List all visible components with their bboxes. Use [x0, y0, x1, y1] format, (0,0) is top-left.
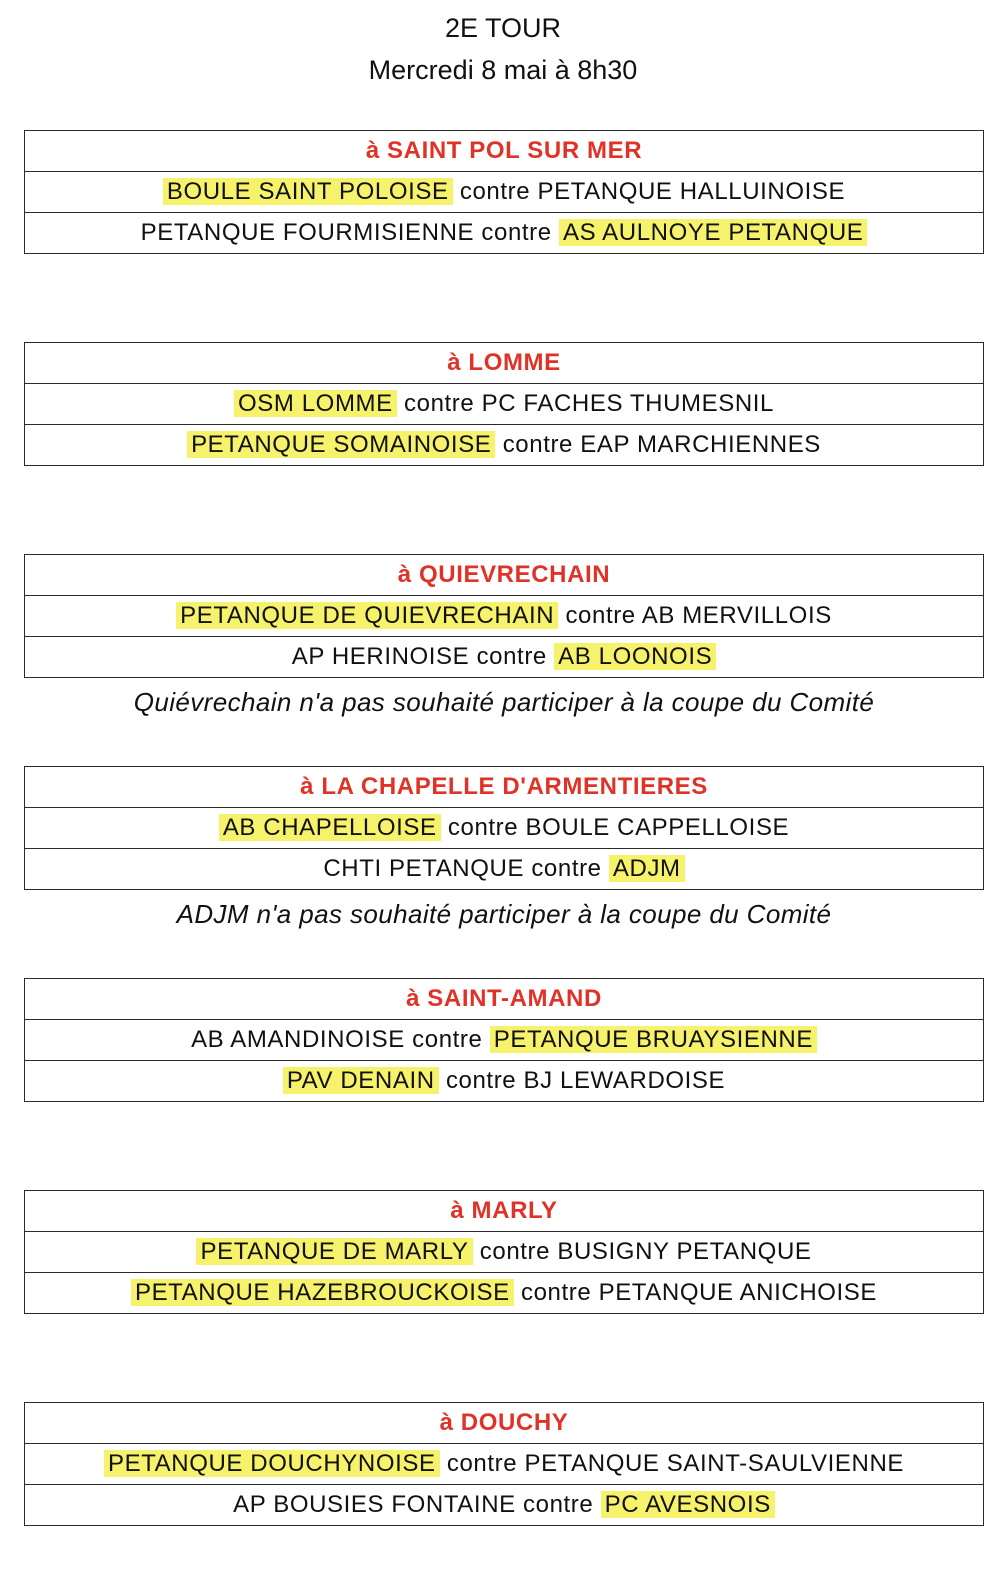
round-title: 2E TOUR [444, 13, 562, 43]
match-row [25, 425, 984, 466]
team-away: AB LOONOIS [554, 643, 716, 670]
vs-label: contre [445, 1067, 517, 1094]
team-home: PETANQUE DE MARLY [196, 1238, 472, 1265]
team-away: AS AULNOYE PETANQUE [559, 219, 867, 246]
team-home: PETANQUE DOUCHYNOISE [104, 1450, 440, 1477]
team-away: BUSIGNY PETANQUE [557, 1238, 812, 1265]
venue-lomme [24, 342, 984, 466]
venue-title: à SAINT-AMAND [25, 979, 984, 1020]
vs-label: contre [404, 390, 475, 417]
team-home: AB AMANDINOISE [191, 1026, 405, 1053]
venue-saint-pol-sur-mer [24, 130, 984, 254]
team-home: AP HERINOISE [291, 643, 470, 670]
vs-label: contre [481, 219, 552, 246]
team-home: CHTI PETANQUE [323, 855, 525, 882]
vs-label: contre [412, 1026, 483, 1053]
vs-label: contre [447, 814, 519, 841]
match-row [25, 596, 984, 637]
team-home: PETANQUE HAZEBROUCKOISE [131, 1279, 514, 1306]
team-away: EAP MARCHIENNES [580, 431, 821, 458]
venue-title: à SAINT POL SUR MER [25, 131, 984, 172]
team-away: PETANQUE BRUAYSIENNE [490, 1026, 817, 1053]
team-away: PETANQUE HALLUINOISE [537, 178, 846, 205]
vs-label: contre [476, 643, 547, 670]
match-row [25, 1273, 984, 1314]
venue-title: à LA CHAPELLE D'ARMENTIERES [25, 767, 984, 808]
team-home: OSM LOMME [234, 390, 397, 417]
match-row [25, 808, 984, 849]
venue-note: ADJM n'a pas souhaité participer à la coupe du Comité [176, 899, 832, 929]
team-away: PETANQUE SAINT-SAULVIENNE [524, 1450, 904, 1477]
match-row [25, 384, 984, 425]
vs-label: contre [565, 602, 636, 629]
match-row [25, 1020, 984, 1061]
team-home: PAV DENAIN [283, 1067, 439, 1094]
vs-label: contre [446, 1450, 518, 1477]
team-away: ADJM [609, 855, 685, 882]
venue-title: à MARLY [25, 1191, 984, 1232]
venue-saint-amand [24, 978, 984, 1102]
team-away: BOULE CAPPELLOISE [525, 814, 790, 841]
team-away: BJ LEWARDOISE [523, 1067, 726, 1094]
vs-label: contre [502, 431, 574, 458]
match-row [25, 1485, 984, 1526]
match-row [25, 1444, 984, 1485]
match-row [25, 849, 984, 890]
venue-title: à QUIEVRECHAIN [25, 555, 984, 596]
venue-note: Quiévrechain n'a pas souhaité participer à la coupe du Comité [133, 687, 875, 717]
match-row [25, 213, 984, 254]
team-away: AB MERVILLOIS [641, 602, 832, 629]
vs-label: contre [523, 1491, 594, 1518]
match-row [25, 172, 984, 213]
match-row [25, 1061, 984, 1102]
team-home: BOULE SAINT POLOISE [163, 178, 453, 205]
venue-title: à DOUCHY [25, 1403, 984, 1444]
team-away: PC AVESNOIS [601, 1491, 775, 1518]
venue-douchy [24, 1402, 984, 1526]
team-home: PETANQUE DE QUIEVRECHAIN [176, 602, 558, 629]
venue-marly [24, 1190, 984, 1314]
vs-label: contre [521, 1279, 592, 1306]
vs-label: contre [459, 178, 531, 205]
team-home: PETANQUE SOMAINOISE [187, 431, 495, 458]
venue-title: à LOMME [25, 343, 984, 384]
vs-label: contre [531, 855, 602, 882]
venue-la-chapelle-darmentieres [24, 766, 984, 932]
team-home: AB CHAPELLOISE [219, 814, 441, 841]
vs-label: contre [479, 1238, 551, 1265]
venue-quievrechain [24, 554, 984, 720]
team-away: PETANQUE ANICHOISE [598, 1279, 878, 1306]
match-row [25, 1232, 984, 1273]
round-date: Mercredi 8 mai à 8h30 [368, 55, 638, 85]
team-away: PC FACHES THUMESNIL [481, 390, 774, 417]
match-row [25, 637, 984, 678]
team-home: AP BOUSIES FONTAINE [233, 1491, 516, 1518]
team-home: PETANQUE FOURMISIENNE [140, 219, 475, 246]
